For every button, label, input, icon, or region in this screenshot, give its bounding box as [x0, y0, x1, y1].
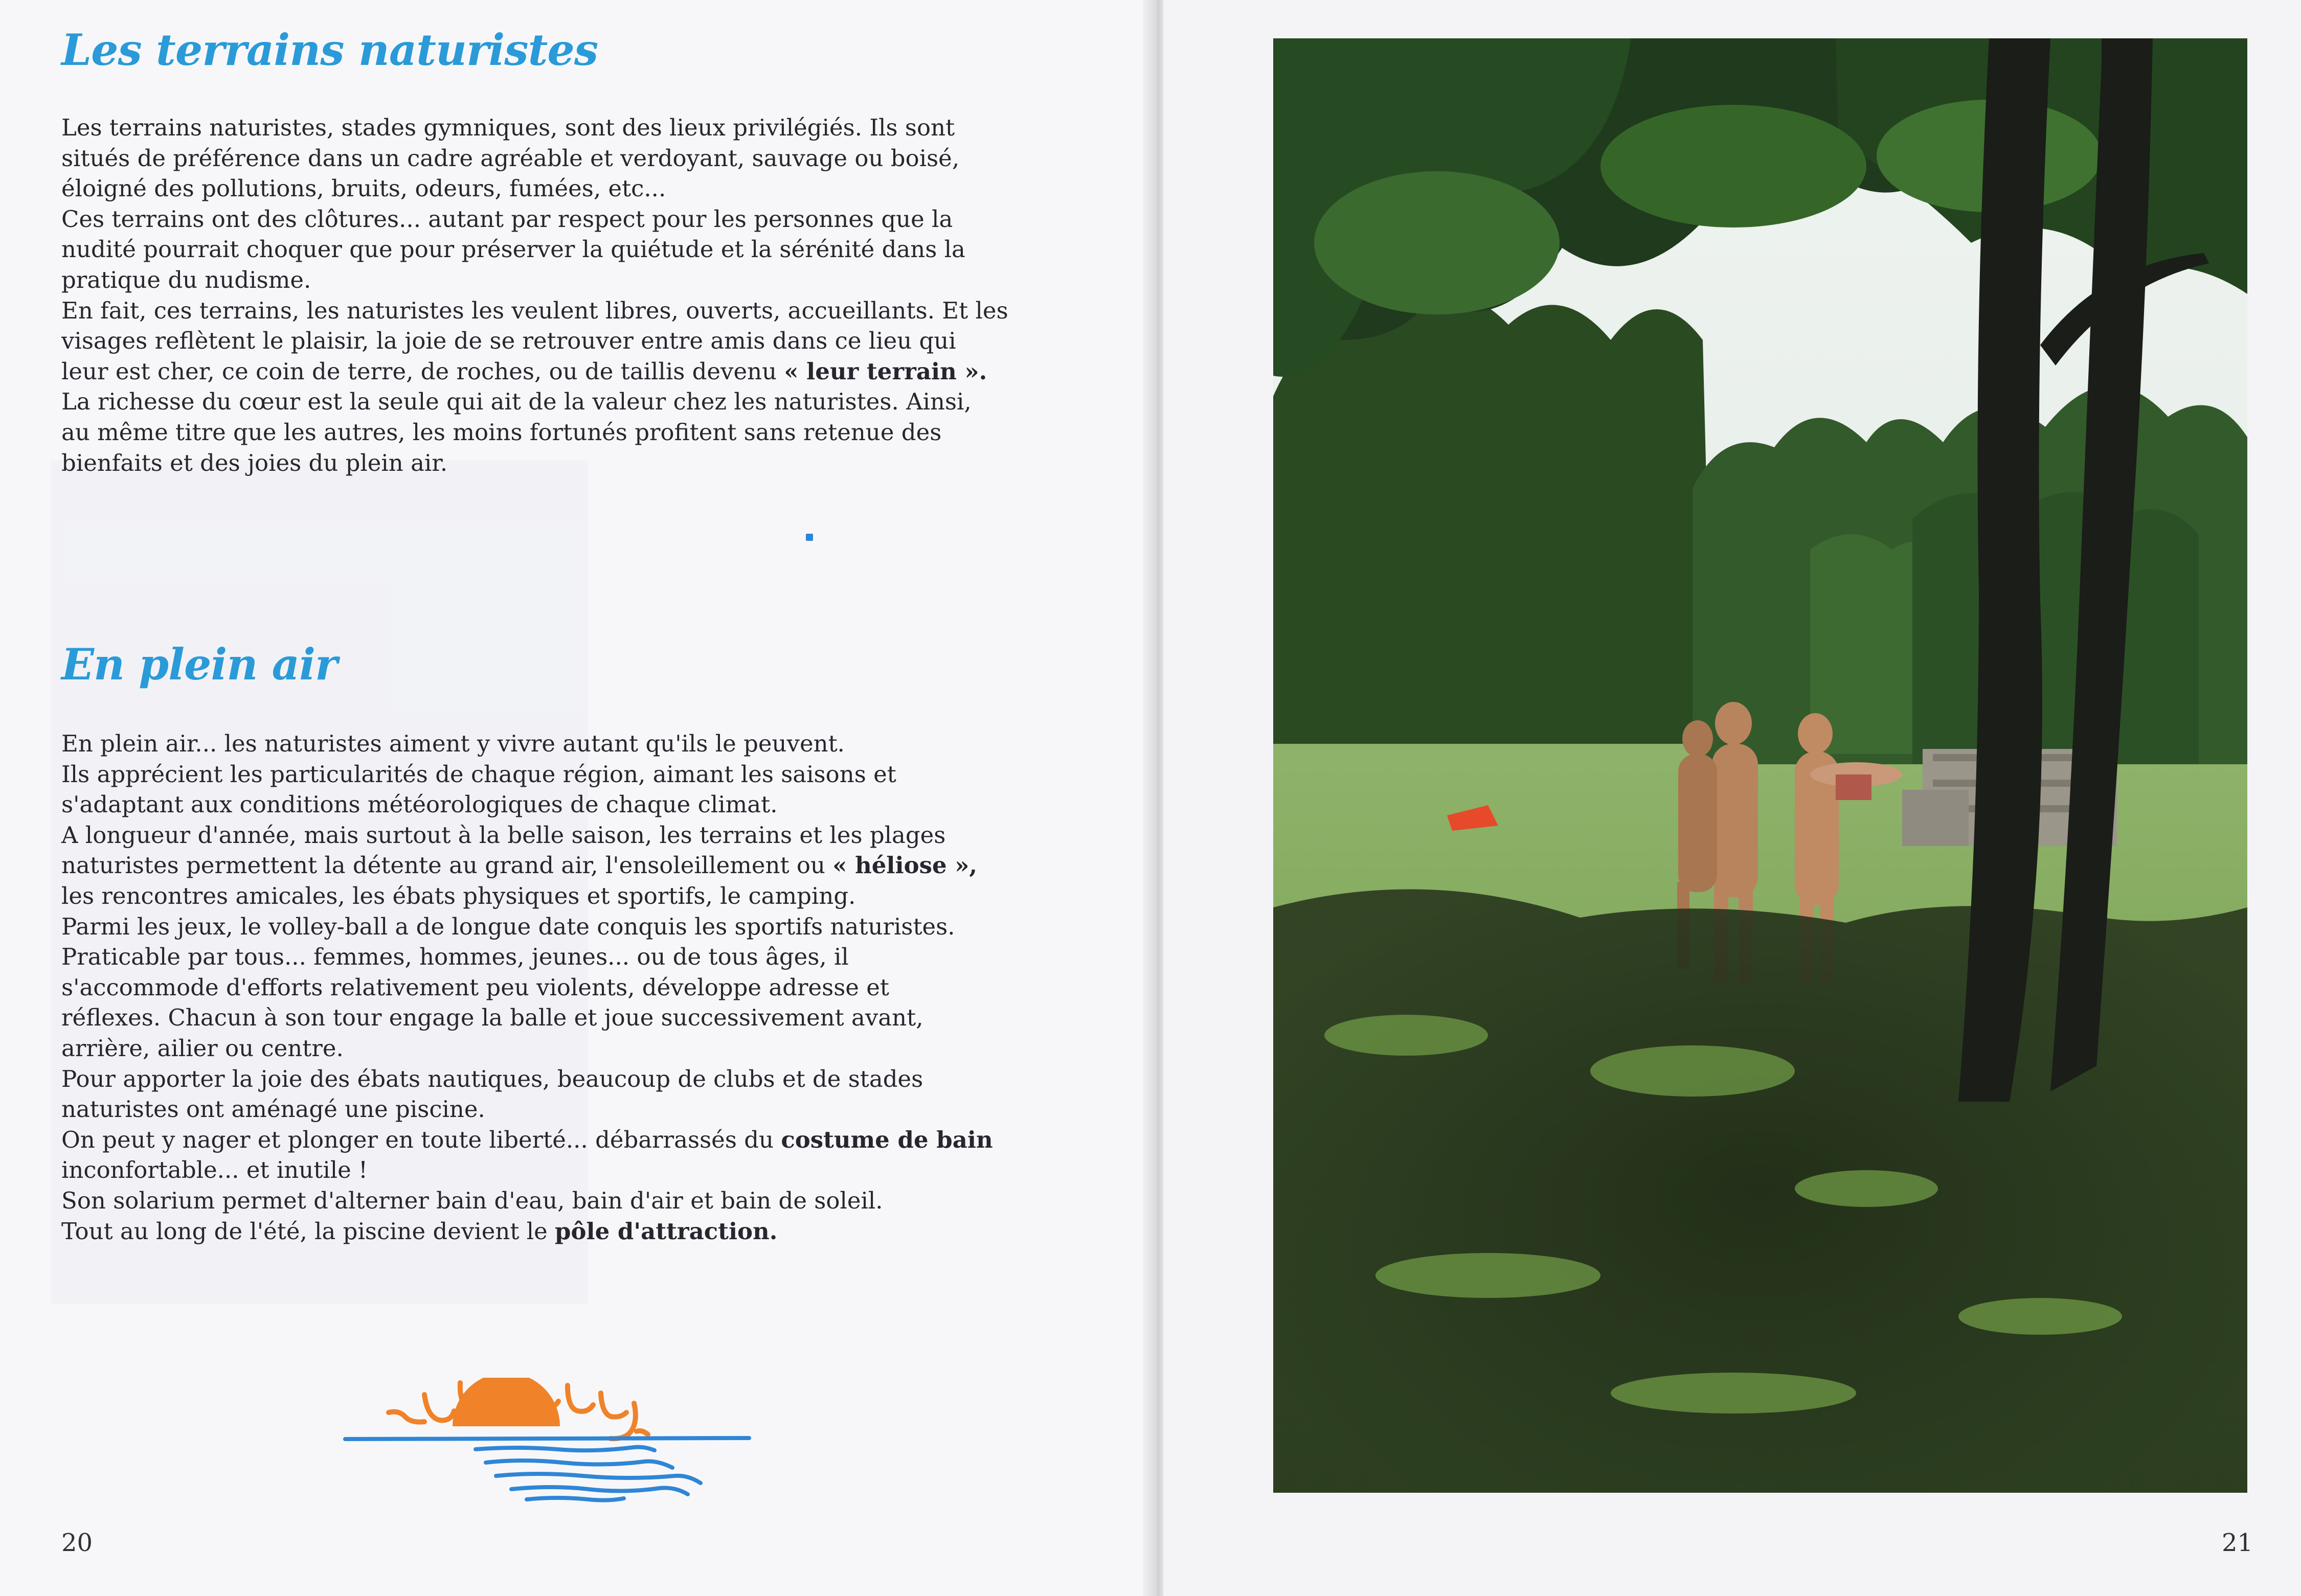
text-run: pratique du nudisme. — [61, 266, 311, 293]
text-run: Son solarium permet d'alterner bain d'eau, bain d'air et bain de soleil. — [61, 1187, 883, 1214]
text-run: En fait, ces terrains, les naturistes les veulent libres, ouverts, accueillants. Et les — [61, 297, 1008, 324]
text-run: La richesse du cœur est la seule qui ait de la valeur chez les naturistes. Ainsi, — [61, 388, 972, 416]
text-line — [61, 850, 1025, 881]
sun-over-sea-icon — [343, 1378, 757, 1521]
text-line — [61, 234, 1025, 265]
text-run: s'adaptant aux conditions météorologiques de chaque climat. — [61, 791, 778, 818]
text-run: naturistes permettent la détente au grand air, l'ensoleillement ou — [61, 852, 833, 879]
text-line — [61, 1216, 1025, 1247]
text-line — [61, 789, 1025, 820]
bold-phrase: pôle d'attraction. — [555, 1217, 778, 1245]
text-line — [61, 881, 1025, 911]
text-line — [61, 1125, 1025, 1155]
text-run: Ces terrains ont des clôtures... autant par respect pour les personnes que la — [61, 205, 953, 233]
text-run: situés de préférence dans un cadre agréable et verdoyant, sauvage ou boisé, — [61, 144, 960, 172]
text-line — [61, 1094, 1025, 1125]
text-line — [61, 356, 1025, 387]
page-number-right: 21 — [2222, 1529, 2253, 1557]
text-line — [61, 448, 1025, 478]
bold-phrase: « héliose », — [832, 852, 978, 879]
text-line — [61, 1064, 1025, 1095]
text-run: visages reflètent le plaisir, la joie de se retrouver entre amis dans ce lieu qui — [61, 327, 956, 355]
text-line — [61, 759, 1025, 790]
text-run: En plein air... les naturistes aiment y vivre autant qu'ils le peuvent. — [61, 730, 845, 757]
text-run: réflexes. Chacun à son tour engage la balle et joue successivement avant, — [61, 1004, 923, 1032]
text-line — [61, 386, 1025, 417]
page-number-left: 20 — [61, 1529, 93, 1557]
outdoor-forest-clearing-photo — [1273, 38, 2247, 1493]
text-run: au même titre que les autres, les moins fortunés profitent sans retenue des — [61, 418, 942, 446]
paragraph-terrains-naturistes — [61, 112, 1025, 478]
text-run: On peut y nager et plonger en toute liberté... débarrassés du — [61, 1126, 781, 1153]
text-run: leur est cher, ce coin de terre, de roches, ou de taillis devenu — [61, 357, 784, 385]
text-run: inconfortable... et inutile ! — [61, 1156, 368, 1184]
heading-en-plein-air: En plein air — [61, 639, 337, 690]
text-line — [61, 204, 1025, 235]
blue-ink-dot — [806, 534, 813, 541]
text-run: Praticable par tous... femmes, hommes, jeunes... ou de tous âges, il — [61, 943, 849, 971]
text-line — [61, 173, 1025, 204]
text-run: naturistes ont aménagé une piscine. — [61, 1096, 485, 1123]
text-line — [61, 326, 1025, 356]
text-run: arrière, ailier ou centre. — [61, 1034, 344, 1062]
text-line — [61, 1033, 1025, 1064]
text-line — [61, 942, 1025, 972]
text-line — [61, 728, 1025, 759]
text-line — [61, 417, 1025, 448]
text-run: bienfaits et des joies du plein air. — [61, 449, 448, 476]
text-line — [61, 1155, 1025, 1185]
text-run: s'accommode d'efforts relativement peu violents, développe adresse et — [61, 973, 889, 1001]
text-line — [61, 143, 1025, 174]
text-line — [61, 112, 1025, 143]
text-run: A longueur d'année, mais surtout à la belle saison, les terrains et les plages — [61, 821, 946, 849]
sun-half-disc — [453, 1378, 560, 1426]
text-run: Parmi les jeux, le volley-ball a de longue date conquis les sportifs naturistes. — [61, 913, 955, 940]
text-run: éloigné des pollutions, bruits, odeurs, fumées, etc... — [61, 175, 666, 202]
text-line — [61, 911, 1025, 942]
sea-waves — [345, 1438, 749, 1500]
text-run: Tout au long de l'été, la piscine devient le — [61, 1217, 555, 1245]
text-line — [61, 1002, 1025, 1033]
bold-phrase: costume de bain — [781, 1126, 993, 1153]
paragraph-en-plein-air — [61, 728, 1025, 1246]
text-run: nudité pourrait choquer que pour préserver la quiétude et la sérénité dans la — [61, 236, 965, 263]
text-run: Les terrains naturistes, stades gymniques, sont des lieux privilégiés. Ils sont — [61, 114, 955, 141]
text-line — [61, 972, 1025, 1003]
text-line — [61, 820, 1025, 851]
heading-terrains-naturistes: Les terrains naturistes — [61, 25, 598, 75]
text-line — [61, 265, 1025, 295]
text-run: Ils apprécient les particularités de chaque région, aimant les saisons et — [61, 760, 896, 788]
bold-phrase: « leur terrain ». — [784, 357, 987, 385]
text-line — [61, 1185, 1025, 1216]
text-line — [61, 295, 1025, 326]
text-run: Pour apporter la joie des ébats nautiques, beaucoup de clubs et de stades — [61, 1065, 923, 1092]
text-run: les rencontres amicales, les ébats physiques et sportifs, le camping. — [61, 882, 856, 909]
